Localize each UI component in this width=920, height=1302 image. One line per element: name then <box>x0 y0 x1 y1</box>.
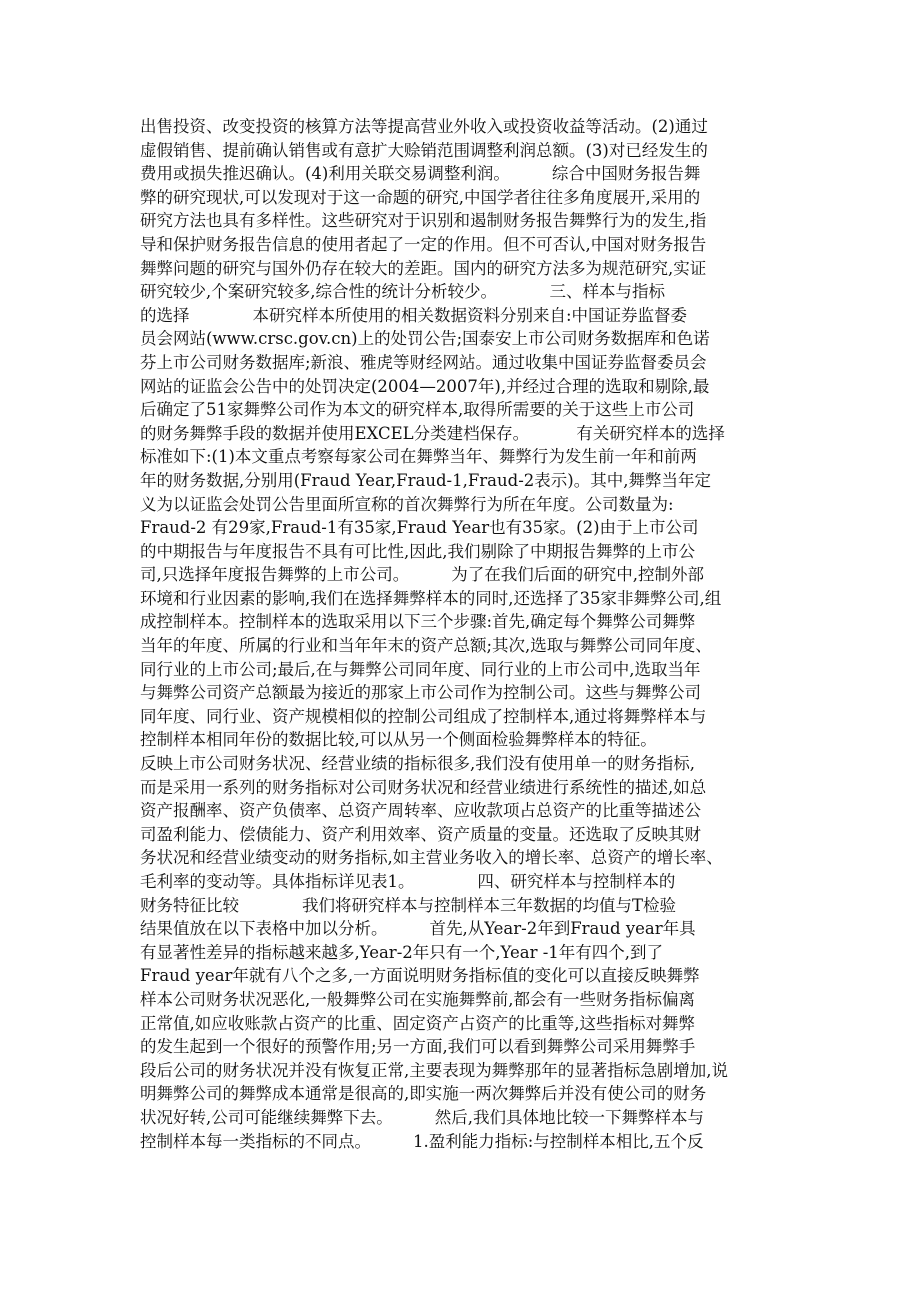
document-body <box>140 115 800 1153</box>
text-line: 出售投资、改变投资的核算方法等提高营业外收入或投资收益等活动。(2)通过 <box>140 117 708 136</box>
text-line: 义为以证监会处罚公告里面所宣称的首次舞弊行为所在年度。公司数量为: <box>140 494 674 514</box>
text-line: 同年度、同行业、资产规模相似的控制公司组成了控制样本,通过将舞弊样本与 <box>140 706 707 726</box>
text-line: 同行业的上市公司;最后,在与舞弊公司同年度、同行业的上市公司中,选取当年 <box>140 659 701 679</box>
text-line: 反映上市公司财务状况、经营业绩的指标很多,我们没有使用单一的财务指标, <box>140 754 695 774</box>
text-line: 结果值放在以下表格中加以分析。 首先,从Year-2年到Fraud year年具 <box>140 919 696 939</box>
text-line: 成控制样本。控制样本的选取采用以下三个步骤:首先,确定每个舞弊公司舞弊 <box>140 612 696 632</box>
text-line: 明舞弊公司的舞弊成本通常是很高的,即实施一两次舞弊后并没有使公司的财务 <box>140 1084 707 1104</box>
text-line: 的发生起到一个很好的预警作用;另一方面,我们可以看到舞弊公司采用舞弊手 <box>140 1037 696 1057</box>
text-line: 段后公司的财务状况并没有恢复正常,主要表现为舞弊那年的显著指标急剧增加,说 <box>140 1060 728 1080</box>
text-line: 毛利率的变动等。具体指标详见表1。 四、研究样本与控制样本的 <box>140 872 676 891</box>
text-line: 司盈利能力、偿债能力、资产利用效率、资产质量的变量。还选取了反映其财 <box>140 824 701 844</box>
text-line: 而是采用一系列的财务指标对公司财务状况和经营业绩进行系统性的描述,如总 <box>140 777 707 797</box>
text-line: 有显著性差异的指标越来越多,Year-2年只有一个,Year -1年有四个,到了 <box>140 942 664 962</box>
text-line: 正常值,如应收账款占资产的比重、固定资产占资产的比重等,这些指标对舞弊 <box>140 1013 695 1033</box>
text-line: Fraud year年就有八个之多,一方面说明财务指标值的变化可以直接反映舞弊 <box>140 966 700 986</box>
text-line: 资产报酬率、资产负债率、总资产周转率、应收款项占总资产的比重等描述公 <box>140 801 701 821</box>
text-line: 导和保护财务报告信息的使用者起了一定的作用。但不可否认,中国对财务报告 <box>140 234 707 254</box>
text-line: 状况好转,公司可能继续舞弊下去。 然后,我们具体地比较一下舞弊样本与 <box>140 1107 704 1127</box>
text-line: 年的财务数据,分别用(Fraud Year,Fraud-1,Fraud-2表示)。其中,舞弊当年定 <box>140 470 711 490</box>
text-line: 网站的证监会公告中的处罚决定(2004—2007年),并经过合理的选取和剔除,最 <box>140 376 710 396</box>
text-line: 环境和行业因素的影响,我们在选择舞弊样本的同时,还选择了35家非舞弊公司,组 <box>140 588 722 608</box>
text-line: 的选择 本研究样本所使用的相关数据资料分别来自:中国证券监督委 <box>140 305 687 325</box>
text-line: 司,只选择年度报告舞弊的上市公司。 为了在我们后面的研究中,控制外部 <box>140 565 704 585</box>
text-line: Fraud-2 有29家,Fraud-1有35家,Fraud Year也有35家。(2)由于上市公司 <box>140 518 699 538</box>
text-line: 控制样本每一类指标的不同点。 1.盈利能力指标:与控制样本相比,五个反 <box>140 1131 704 1151</box>
text-line: 控制样本相同年份的数据比较,可以从另一个侧面检验舞弊样本的特征。 <box>140 730 657 750</box>
text-line: 弊的研究现状,可以发现对于这一命题的研究,中国学者往往多角度展开,采用的 <box>140 187 701 207</box>
text-line: 芬上市公司财务数据库;新浪、雅虎等财经网站。通过收集中国证券监督委员会 <box>140 352 707 372</box>
text-line: 后确定了51家舞弊公司作为本文的研究样本,取得所需要的关于这些上市公司 <box>140 400 695 420</box>
text-line: 研究较少,个案研究较多,综合性的统计分析较少。 三、样本与指标 <box>140 282 665 302</box>
text-line: 样本公司财务状况恶化,一般舞弊公司在实施舞弊前,都会有一些财务指标偏离 <box>140 989 695 1009</box>
text-line: 员会网站(www.crsc.gov.cn)上的处罚公告;国泰安上市公司财务数据库和色诺 <box>140 329 710 349</box>
text-line: 与舞弊公司资产总额最为接近的那家上市公司作为控制公司。这些与舞弊公司 <box>140 683 701 703</box>
text-line: 费用或损失推迟确认。(4)利用关联交易调整利润。 综合中国财务报告舞 <box>140 164 701 184</box>
text-line: 的中期报告与年度报告不具有可比性,因此,我们剔除了中期报告舞弊的上市公 <box>140 541 695 561</box>
text-line: 务状况和经营业绩变动的财务指标,如主营业务收入的增长率、总资产的增长率、 <box>140 848 723 868</box>
text-line: 财务特征比较 我们将研究样本与控制样本三年数据的均值与T检验 <box>140 895 676 915</box>
text-line: 标准如下:(1)本文重点考察每家公司在舞弊当年、舞弊行为发生前一年和前两 <box>140 447 697 467</box>
text-line: 舞弊问题的研究与国外仍存在较大的差距。国内的研究方法多为规范研究,实证 <box>140 258 707 278</box>
text-line: 虚假销售、提前确认销售或有意扩大赊销范围调整利润总额。(3)对已经发生的 <box>140 140 708 160</box>
text-line: 的财务舞弊手段的数据并使用EXCEL分类建档保存。 有关研究样本的选择 <box>140 423 725 443</box>
text-line: 当年的年度、所属的行业和当年年末的资产总额;其次,选取与舞弊公司同年度、 <box>140 636 712 656</box>
text-line: 研究方法也具有多样性。这些研究对于识别和遏制财务报告舞弊行为的发生,指 <box>140 211 707 231</box>
